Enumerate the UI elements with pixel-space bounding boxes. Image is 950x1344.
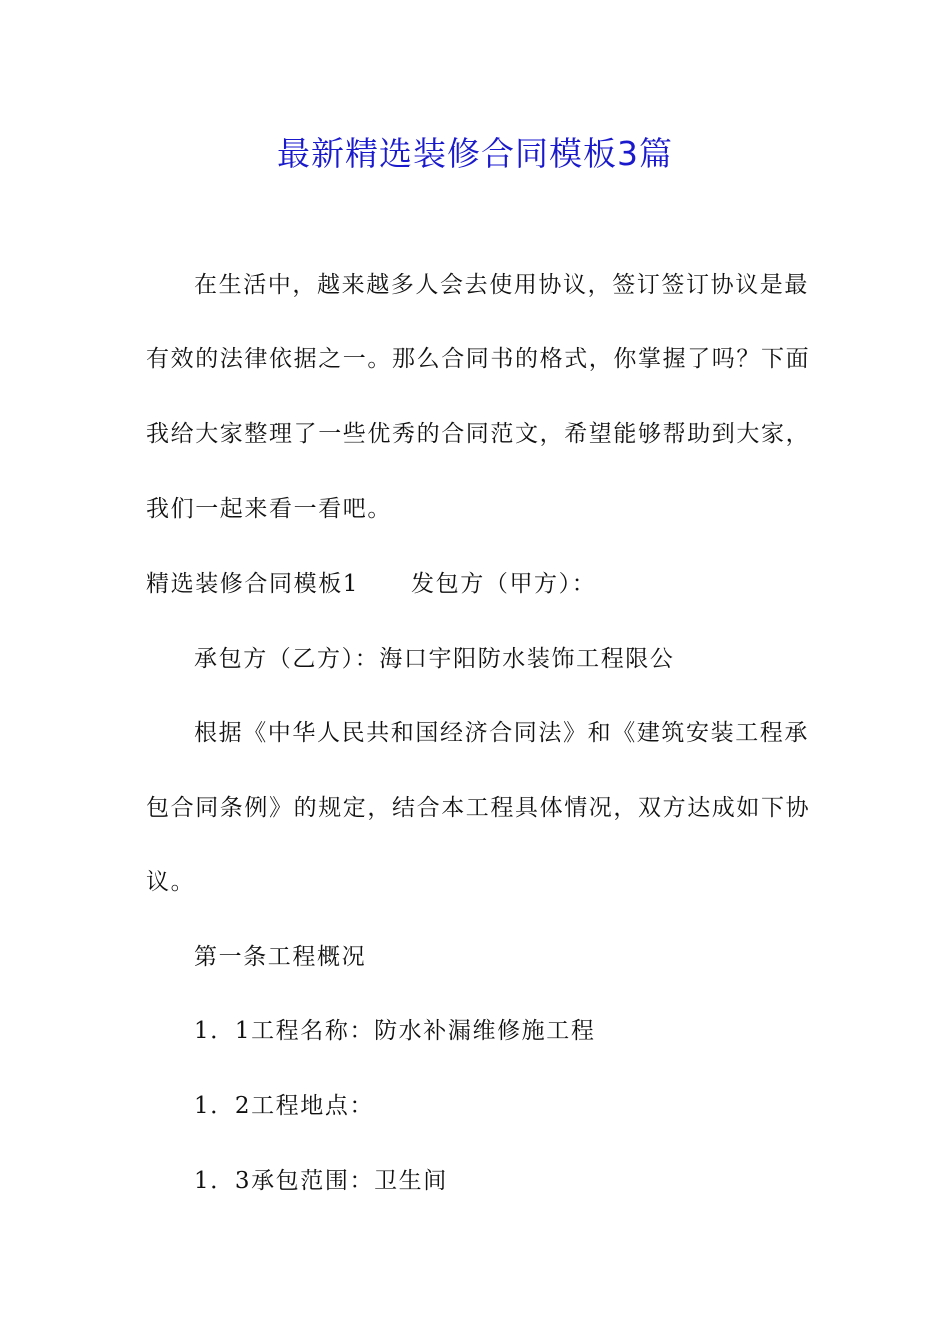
party-b-line: 承包方（乙方）：海口宇阳防水装饰工程限公 bbox=[194, 646, 675, 672]
article-1-item-1: 1．1工程名称：防水补漏维修施工程 bbox=[194, 1018, 596, 1044]
article-1-item-2: 1．2工程地点： bbox=[194, 1093, 375, 1119]
intro-line-1: 在生活中，越来越多人会去使用协议，签订签订协议是最 bbox=[194, 272, 809, 298]
basis-line-1: 根据《中华人民共和国经济合同法》和《建筑安装工程承 bbox=[194, 720, 809, 746]
article-1-heading: 第一条工程概况 bbox=[194, 944, 367, 970]
party-a-label: 发包方（甲方）： bbox=[411, 571, 597, 597]
template-heading: 精选装修合同模板1 bbox=[146, 571, 360, 597]
article-1-item-3: 1．3承包范围：卫生间 bbox=[194, 1168, 448, 1194]
basis-line-3: 议。 bbox=[146, 869, 196, 895]
intro-line-3: 我给大家整理了一些优秀的合同范文，希望能够帮助到大家， bbox=[146, 421, 811, 447]
intro-line-2: 有效的法律依据之一。那么合同书的格式，你掌握了吗？下面 bbox=[146, 346, 811, 372]
basis-line-2: 包合同条例》的规定，结合本工程具体情况，双方达成如下协 bbox=[146, 795, 811, 821]
document-title: 最新精选装修合同模板3篇 bbox=[277, 134, 673, 173]
template-heading-line bbox=[146, 569, 596, 599]
intro-line-4: 我们一起来看一看吧。 bbox=[146, 496, 392, 522]
